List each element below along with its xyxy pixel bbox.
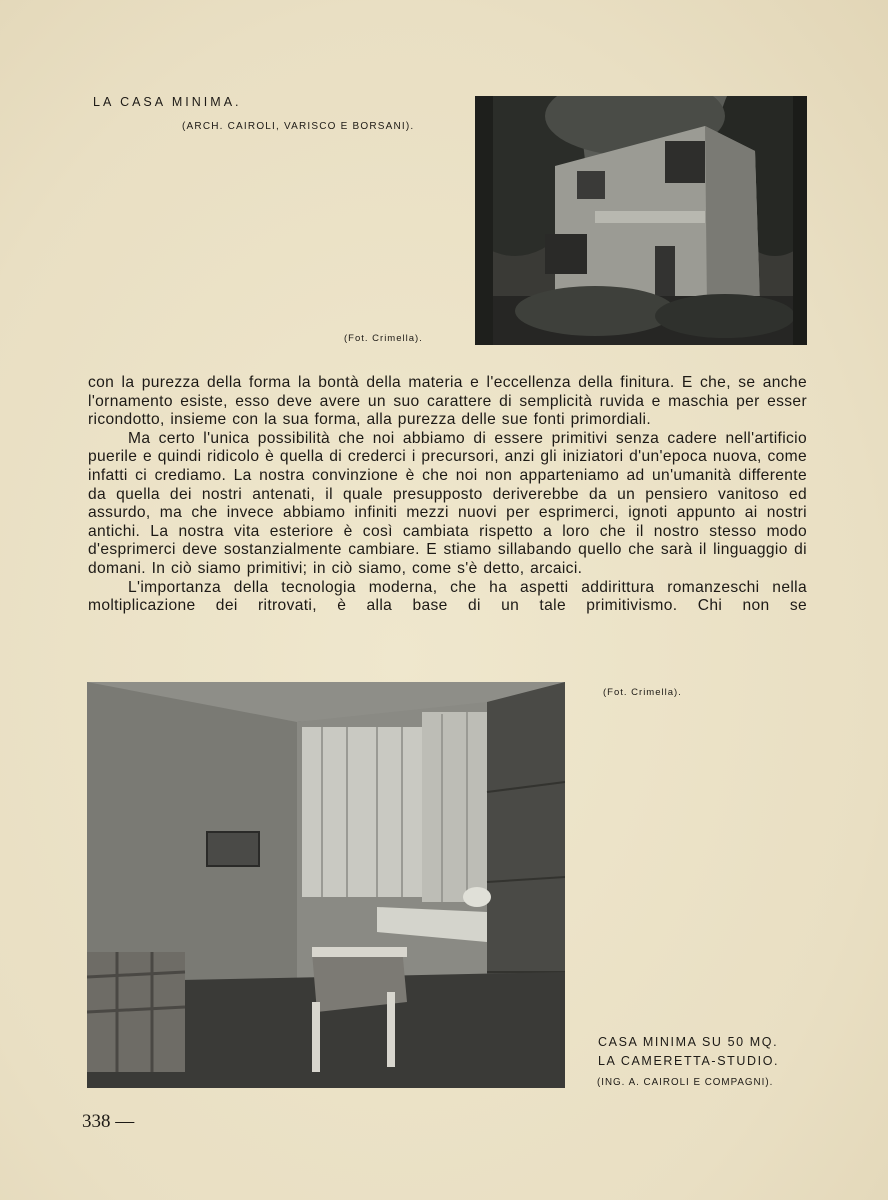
paragraph-2: Ma certo l'unica possibilità che noi abbiamo di essere primitivi senza cadere nell'artificio puerile e quindi ridicolo è quella di crederci i precursori, anzi gli iniziatori d'un'epoca nuova, come infatti ci crediamo. La nostra convinzione è che noi non apparteniamo ad un'umanità differente da quella dei nostri antenati, il quale presupposto deriverebbe da un pensiero vanitoso ed assurdo, ma che invece abbiamo infiniti mezzi nuovi per esprimerci, ignoti appunto ai nostri antichi. La nostra vita esteriore è così cambiata rispetto a loro che il nostro stesso modo d'esprimerci deve sostanzialmente cambiare. E stiamo sillabando quello che sarà il linguaggio di domani. In ciò siamo primitivi; in ciò siamo, come s'è detto, arcaici. — [88, 429, 807, 577]
article-body — [88, 374, 807, 616]
house-exterior-photo — [475, 96, 807, 345]
paragraph-1: con la purezza della forma la bontà della materia e l'eccellenza della finitura. E che, se anche l'ornamento esiste, esso deve avere un suo carattere di semplicità ruvida e maschia per esser ricondotto, insieme con la sua forma, alla purezza delle sue fonti primordiali. — [88, 374, 807, 429]
bottom-photo-credit: (Fot. Crimella). — [603, 687, 682, 698]
top-photo-credit: (Fot. Crimella). — [344, 333, 423, 344]
bottom-photo-caption-line2: LA CAMERETTA-STUDIO. — [598, 1054, 780, 1068]
top-photo-caption-architects: (ARCH. CAIROLI, VARISCO E BORSANI). — [182, 121, 415, 132]
top-photo-caption-title: LA CASA MINIMA. — [93, 95, 242, 109]
bottom-photo-caption-line1: CASA MINIMA SU 50 MQ. — [598, 1035, 779, 1049]
paragraph-3: L'importanza della tecnologia moderna, che ha aspetti addirittura romanzeschi nella moltiplicazione dei ritrovati, è alla base di un tale primitivismo. Chi non se — [88, 578, 807, 615]
room-interior-photo — [87, 682, 565, 1088]
bottom-photo-caption-engineers: (ING. A. CAIROLI E COMPAGNI). — [597, 1077, 774, 1088]
bottom-photo-caption — [598, 1033, 779, 1071]
page-number: 338 — — [82, 1111, 135, 1132]
